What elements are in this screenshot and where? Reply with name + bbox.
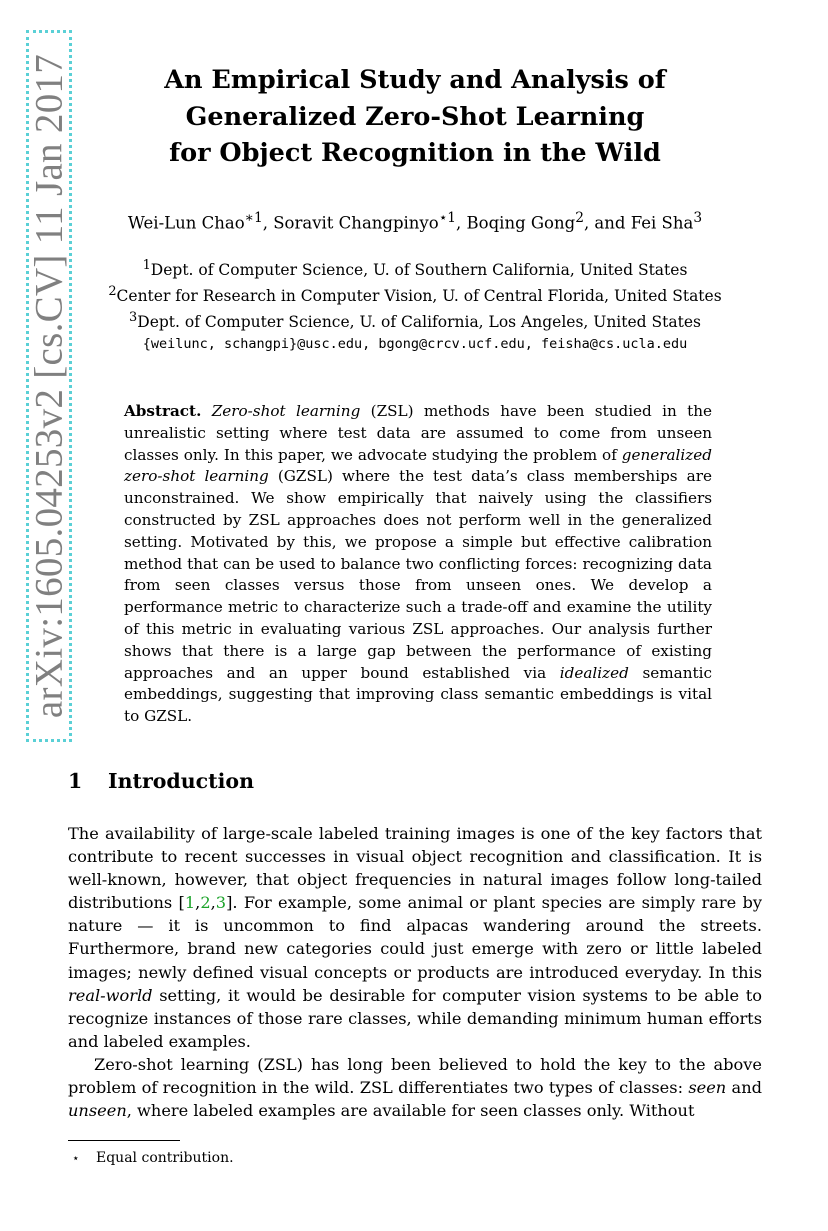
- text-run: Zero-shot learning (ZSL) has long been believed to hold the key to the above problem of recognition in the wild. ZSL differentiates two types of classes:: [68, 1054, 762, 1098]
- affiliation-text: Dept. of Computer Science, U. of Southern California, United States: [150, 261, 688, 280]
- emphasis: seen: [688, 1078, 727, 1098]
- affiliations: [90, 255, 740, 355]
- author: Wei-Lun Chao: [127, 213, 245, 233]
- citation-link[interactable]: 3: [215, 893, 227, 913]
- abstract-text: (ZSL) methods have been studied in the unrealistic setting where test data are assumed to come from unseen classes only. In this paper, we advocate studying the problem of: [124, 402, 712, 464]
- abstract-text: semantic embeddings, suggesting that improving class semantic embeddings is vital to GZSL.: [124, 663, 712, 726]
- title-line-2: Generalized Zero-Shot Learning: [185, 101, 645, 132]
- abstract-term: generalized zero-shot learning: [124, 445, 712, 486]
- title-line-1: An Empirical Study and Analysis of: [164, 65, 666, 95]
- author-sup: 3: [693, 210, 703, 226]
- text-run: The availability of large-scale labeled training images is one of the key factors that contribute to recent successes in visual object recognition and classification. It is well-known, however, that object frequencies in natural images follow long-tailed distributions [: [68, 824, 762, 913]
- affiliation: [90, 255, 740, 281]
- emphasis: real-world: [68, 985, 153, 1005]
- arxiv-id[interactable]: arXiv:1605.04253v2 [cs.CV] 11 Jan 2017: [27, 53, 71, 719]
- footnote-text: Equal contribution.: [96, 1150, 234, 1166]
- introduction-body: [68, 822, 762, 1122]
- affiliation-sup: 3: [129, 310, 138, 326]
- author: Fei Sha: [630, 213, 694, 233]
- footnote-rule: [68, 1140, 180, 1141]
- email-addresses: {weilunc, schangpi}@usc.edu, bgong@crcv.ucf.edu, feisha@cs.ucla.edu: [142, 336, 688, 353]
- section-heading: [68, 769, 254, 793]
- arxiv-stamp: [26, 30, 72, 742]
- author-list: Wei-Lun Chao$^{∗1}$, Soravit Changpinyo$^{⋆1}$, Boqing Gong$^2$, and Fei Sha$^3$: [127, 210, 703, 233]
- footnote: [72, 1150, 234, 1166]
- affiliation: [90, 281, 740, 307]
- author-sup: ⋆1: [438, 210, 457, 226]
- text-run: , where labeled examples are available for seen classes only. Without: [126, 1101, 695, 1121]
- abstract-label: Abstract.: [124, 402, 202, 420]
- affiliation-sup: 2: [108, 284, 117, 300]
- affiliation-text: Center for Research in Computer Vision, U. of Central Florida, United States: [116, 287, 722, 306]
- section-title: Introduction: [108, 769, 254, 793]
- paper-title: [110, 62, 720, 172]
- abstract-term: idealized: [559, 663, 629, 682]
- author-sup: 2: [575, 210, 584, 226]
- author: Boqing Gong: [466, 213, 576, 233]
- text-run: setting, it would be desirable for computer vision systems to be able to recognize instances of those rare classes, while demanding minimum human efforts and labeled examples.: [68, 985, 762, 1051]
- author: Soravit Changpinyo: [273, 213, 439, 233]
- text-run: ]. For example, some animal or plant species are simply rare by nature — it is uncommon to find alpacas wandering around the streets. Furthermore, brand new categories could just emerge with zero or little labeled images; newly defined visual concepts or products are introduced everyday. In this: [68, 893, 762, 982]
- title-line-3: for Object Recognition in the Wild: [169, 138, 661, 168]
- abstract-text: (GZSL) where the test data’s class memberships are unconstrained. We show empirically that naively using the classifiers constructed by ZSL approaches does not perform well in the generalized setting. Motivated by this, we propose a simple but effective calibration method that can be used to balance two conflicting forces: recognizing data from seen classes versus those from unseen ones. We develop a performance metric to characterize such a trade-off and examine the utility of this metric in evaluating various ZSL approaches. Our analysis further shows that there is a large gap between the performance of existing approaches and an upper bound established via: [124, 467, 712, 682]
- citation-link[interactable]: 1: [184, 893, 196, 913]
- section-number: 1: [68, 769, 83, 793]
- affiliation-text: Dept. of Computer Science, U. of California, Los Angeles, United States: [137, 313, 701, 332]
- citation-link[interactable]: 2: [200, 893, 211, 913]
- text-run: and: [726, 1078, 762, 1098]
- abstract: [124, 401, 712, 728]
- paragraph: [68, 1053, 762, 1122]
- affiliation-sup: 1: [142, 258, 151, 273]
- paragraph: The availability of large-scale labeled training images is one of the key factors that contribute to recent successes in visual object recognition and classification. It is well-known, however, that object frequencies in natural images follow long-tailed distributions [1,2,3]. For example, some animal or plant species are simply rare by nature — it is uncommon to find alpacas wandering around the streets. Furthermore, brand new categories could just emerge with zero or little labeled images; newly defined visual concepts or products are introduced everyday. In this real-world setting, it would be desirable for computer vision systems to be able to recognize instances of those rare classes, while demanding minimum human efforts and labeled examples.: [68, 824, 762, 1051]
- affiliation: [90, 307, 740, 333]
- footnote-mark: ⋆: [72, 1151, 80, 1165]
- abstract-term: Zero-shot learning: [211, 402, 361, 420]
- author-sup: ∗1: [244, 210, 263, 226]
- emphasis: unseen: [68, 1101, 127, 1121]
